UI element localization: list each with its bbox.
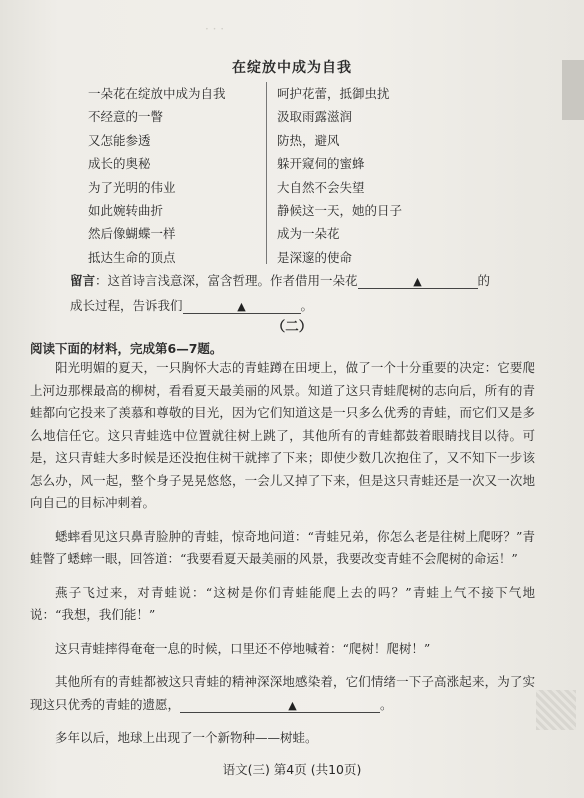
- triangle-marker-icon: ▲: [237, 300, 246, 313]
- story-text: 其他所有的青蛙都被这只青蛙的精神深深地感染着，它们情绪一下子高涨起来，为了实现这只优秀的青蛙的遗愿，: [30, 674, 535, 712]
- note-line-1: [70, 268, 510, 293]
- story-text: 。: [380, 696, 393, 712]
- qr-code-show-through: [536, 690, 576, 730]
- poem-line: 又怎能参透: [88, 132, 151, 148]
- page-footer: 语文(三) 第4页 (共10页): [222, 762, 362, 777]
- story-passage: [30, 357, 535, 750]
- note-text: 成长过程，告诉我们: [70, 298, 183, 313]
- poem-line: 一朵花在绽放中成为自我: [88, 86, 226, 101]
- poem-line: 呵护花蕾，抵御虫扰: [277, 86, 390, 101]
- story-paragraph: 多年以后，地球上出现了一个新物种——树蛙。: [55, 730, 318, 745]
- story-paragraph: 阳光明媚的夏天，一只胸怀大志的青蛙蹲在田埂上，做了一个十分重要的决定：它要爬上河边那棵最高的柳树，看看夏天最美丽的风景。知道了这只青蛙爬树的志向后，所有的青蛙都向它投来了羡慕和尊敬的目光，因为它们知道这是一只多么优秀的青蛙，而它们又是多么地信任它。这只青蛙选中位置就往树上跳了，其他所有的青蛙都鼓着眼睛找目以待。可是，这只青蛙大多时候是还没抱住树干就摔了下来；即使少数几次抱住了，又不知下一步该怎么办，风一起，整个身子晃晃悠悠，一会儿又掉了下来，但是这只青蛙还是一次又一次地向自己的目标冲刺着。: [30, 360, 535, 510]
- story-paragraph: 燕子飞过来，对青蛙说：“这树是你们青蛙能爬上去的吗？”青蛙上气不接下气地说：“我想，我们能！”: [30, 584, 535, 622]
- show-through-text: · · ·: [205, 22, 225, 36]
- poem-line: 是深邃的使命: [277, 249, 353, 265]
- poem-line: 然后像蝴蝶一样: [88, 226, 176, 242]
- note-question: [70, 268, 510, 318]
- story-paragraph: [30, 671, 535, 716]
- poem-line: 如此婉转曲折: [88, 202, 164, 218]
- note-text: 的: [477, 273, 491, 288]
- poem-line: 躲开窥伺的蜜蜂: [277, 156, 365, 172]
- poem-line: 成为一朵花: [277, 226, 340, 242]
- triangle-marker-icon: ▲: [288, 698, 297, 712]
- poem-right-column: [266, 82, 457, 264]
- poem-line: 为了光明的伟业: [88, 179, 176, 195]
- note-text: 。: [300, 298, 314, 313]
- answer-blank-2[interactable]: [183, 298, 301, 314]
- poem-line: 汲取雨露滋润: [277, 109, 353, 125]
- poem-line: 大自然不会失望: [277, 179, 365, 195]
- story-paragraph: 蟋蟀看见这只鼻青脸肿的青蛙，惊奇地问道：“青蛙兄弟，你怎么老是往树上爬呀？”青蛙瞥了蟋蟀一眼，回答道：“我要看夏天最美丽的风景，我要改变青蛙不会爬树的命运！”: [30, 528, 535, 566]
- answer-blank-1[interactable]: [358, 273, 478, 289]
- story-paragraph: 这只青蛙摔得奄奄一息的时候，口里还不停地喊着：“爬树！爬树！”: [55, 640, 431, 656]
- poem-title: 在绽放中成为自我: [232, 60, 352, 76]
- poem-line: 静候这一天，她的日子: [277, 202, 403, 218]
- poem-line: 抵达生命的顶点: [88, 249, 176, 265]
- poem-line: 防热，避风: [277, 132, 340, 148]
- note-label: 留言: [70, 273, 96, 288]
- poem-left-column: [88, 82, 258, 269]
- answer-blank-3[interactable]: [180, 697, 380, 713]
- note-text: ：这首诗言浅意深，富含哲理。作者借用一朵花: [95, 273, 358, 288]
- section-heading: （二）: [271, 319, 313, 335]
- triangle-marker-icon: ▲: [413, 275, 422, 288]
- poem-line: 成长的奥秘: [88, 156, 151, 172]
- poem-line: 不经意的一瞥: [88, 109, 164, 125]
- question-instruction: 阅读下面的材料，完成第6—7题。: [30, 341, 223, 356]
